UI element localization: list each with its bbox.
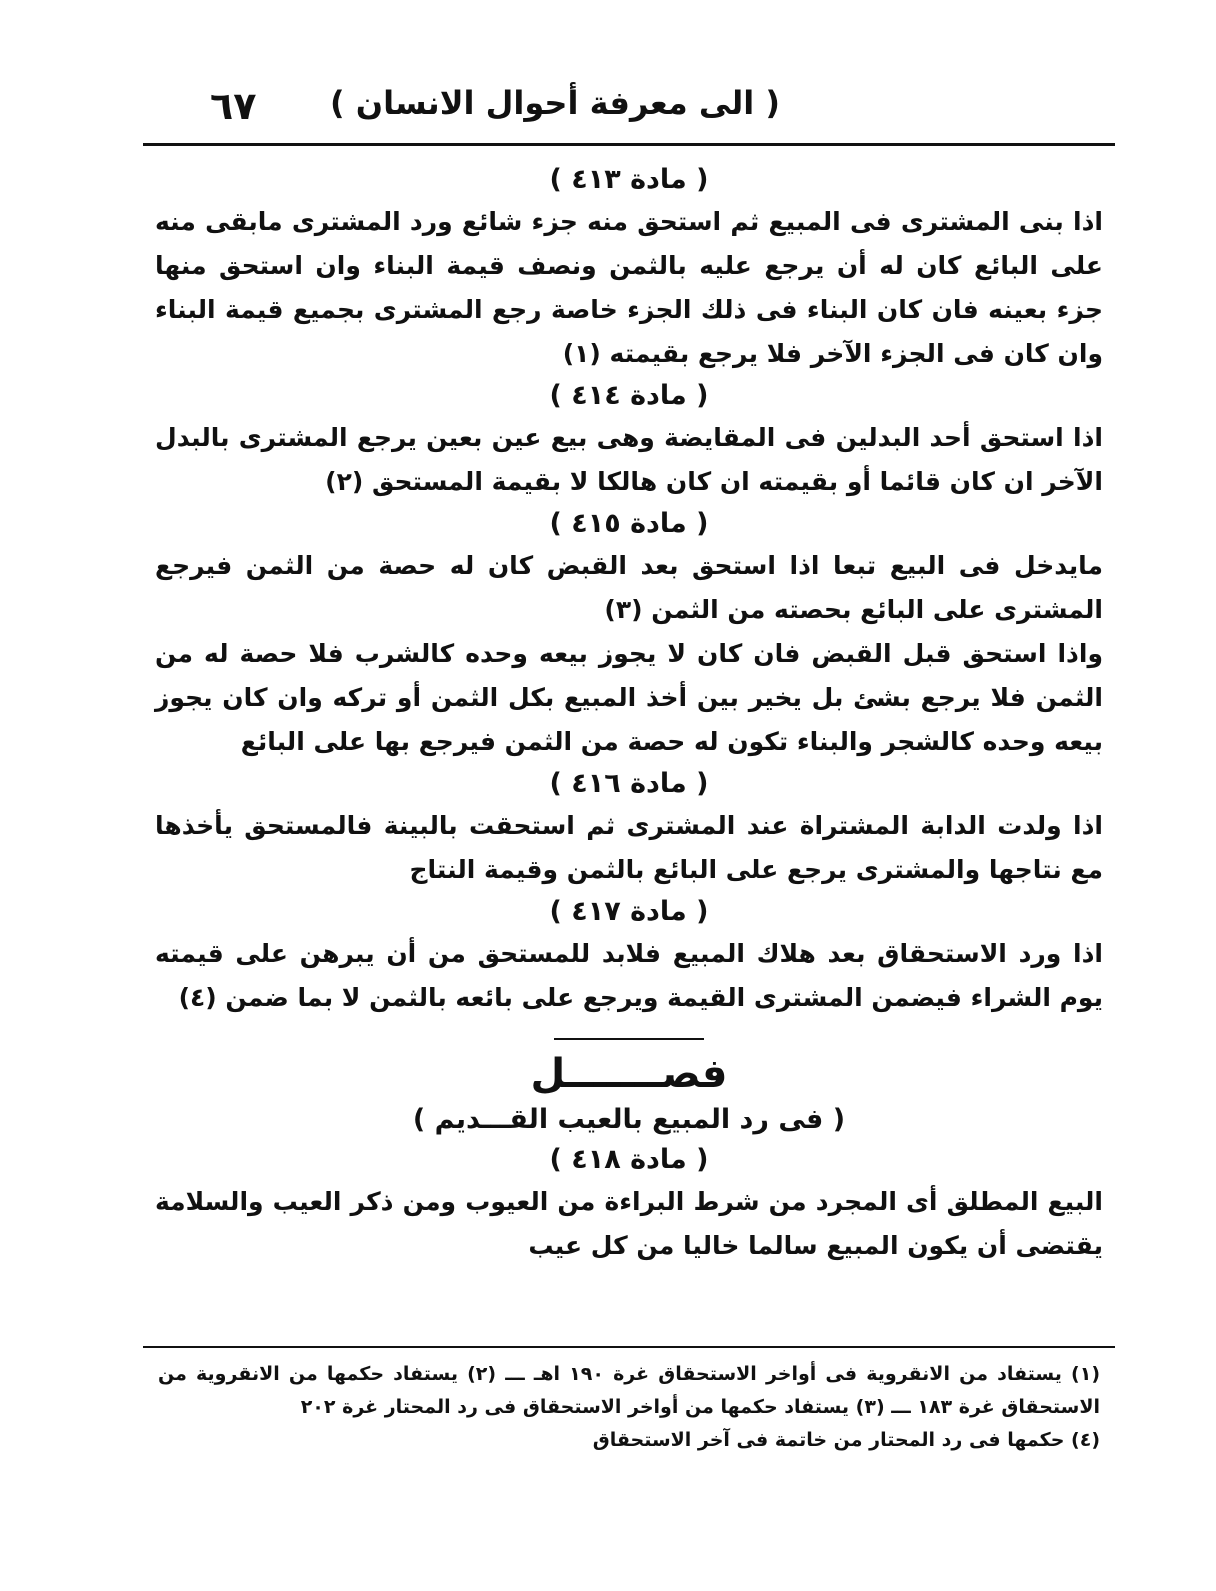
article-417 <box>155 892 1103 1020</box>
article-heading: ( مادة ٤١٦ ) <box>549 768 709 799</box>
main-text <box>155 160 1103 1268</box>
footnote: (١) يستفاد من الانقروية فى أواخر الاستحقاق غرة ١٩٠ اهـ ـــ (٢) يستفاد حكمها من الانقروية من الاستحقاق غرة ١٨٣ ـــ (٣) يستفاد حكمها من أواخر الاستحقاق فى رد المحتار غرة ٢٠٢ <box>158 1363 1100 1418</box>
running-title: ( الى معرفة أحوال الانسان ) <box>330 84 780 122</box>
chapter-subtitle: ( فى رد المبيع بالعيب القـــديم ) <box>412 1104 846 1135</box>
page-number: ٦٧ <box>210 84 257 128</box>
article-paragraph: اذا ولدت الدابة المشتراة عند المشترى ثم استحقت بالبينة فالمستحق يأخذها مع نتاجها والمشترى يرجع على البائع بالثمن وقيمة النتاج <box>155 811 1103 884</box>
article-paragraph: اذا ورد الاستحقاق بعد هلاك المبيع فلابد للمستحق من أن يبرهن على قيمته يوم الشراء فيضمن المشترى القيمة ويرجع على بائعه بالثمن لا بما ضمن (٤) <box>155 939 1103 1012</box>
footnote-rule <box>143 1346 1115 1348</box>
section-divider <box>554 1038 704 1040</box>
article-paragraph: اذا استحق أحد البدلين فى المقايضة وهى بيع عين بعين يرجع المشترى بالبدل الآخر ان كان قائما أو بقيمته ان كان هالكا لا بقيمة المستحق (٢) <box>155 423 1103 496</box>
chapter-section <box>155 1048 1103 1268</box>
chapter-title: فصـــــــل <box>530 1051 728 1097</box>
article-paragraph: اذا بنى المشترى فى المبيع ثم استحق منه جزء شائع ورد المشترى مابقى منه على البائع كان له أن يرجع عليه بالثمن ونصف قيمة البناء وان استحق منها جزء بعينه فان كان البناء فى ذلك الجزء خاصة رجع المشترى بجميع قيمة البناء وان كان فى الجزء الآخر فلا يرجع بقيمته (١) <box>155 207 1103 368</box>
article-paragraph: مايدخل فى البيع تبعا اذا استحق بعد القبض كان له حصة من الثمن فيرجع المشترى على البائع بحصته من الثمن (٣) <box>155 551 1103 624</box>
article-paragraph: واذا استحق قبل القبض فان كان لا يجوز بيعه وحده كالشرب فلا حصة له من الثمن فلا يرجع بشئ بل يخير بين أخذ المبيع بكل الثمن أو تركه وان كان يجوز بيعه وحده كالشجر والبناء تكون له حصة من الثمن فيرجع بها على البائع <box>155 639 1103 756</box>
page-header <box>150 78 1110 138</box>
article-413 <box>155 160 1103 376</box>
article-415 <box>155 504 1103 764</box>
article-418 <box>155 1140 1103 1268</box>
footnote: (٤) حكمها فى رد المحتار من خاتمة فى آخر الاستحقاق <box>592 1429 1100 1451</box>
article-heading: ( مادة ٤١٥ ) <box>549 508 709 539</box>
article-heading: ( مادة ٤١٣ ) <box>549 164 709 195</box>
article-414 <box>155 376 1103 504</box>
article-heading: ( مادة ٤١٨ ) <box>549 1144 709 1175</box>
article-heading: ( مادة ٤١٧ ) <box>549 896 709 927</box>
header-rule <box>143 143 1115 146</box>
article-416 <box>155 764 1103 892</box>
footnotes <box>158 1358 1100 1457</box>
article-heading: ( مادة ٤١٤ ) <box>549 380 709 411</box>
article-paragraph: البيع المطلق أى المجرد من شرط البراءة من العيوب ومن ذكر العيب والسلامة يقتضى أن يكون المبيع سالما خاليا من كل عيب <box>155 1187 1103 1260</box>
